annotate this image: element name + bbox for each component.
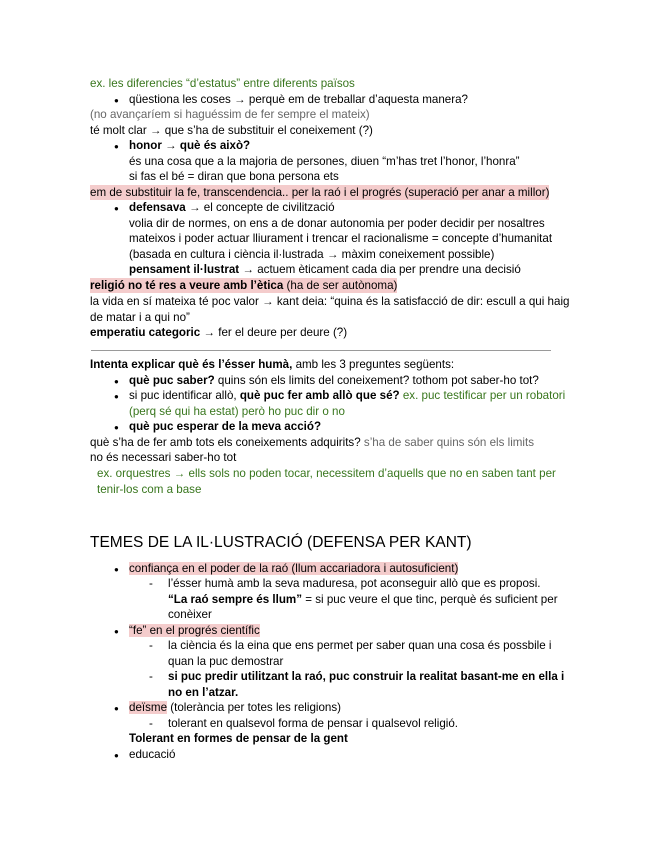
highlighted-line: em de substituir la fe, transcendencia.. per la raó i el progrés (superació per anar a millor) [90, 186, 550, 199]
note-line: la vida en sí mateixa té poc valor → kant deia: “quina és la satisfacció de dir: escull a qui haig [90, 295, 570, 308]
subitem: “La raó sempre és llum” = si puc veure el que tinc, perquè és suficient per [168, 593, 558, 606]
subitem: l’ésser humà amb la seva maduresa, pot aconseguir allò que es proposi. [168, 577, 541, 590]
bullet-icon: ● [114, 751, 119, 760]
dash-icon: - [149, 639, 153, 652]
subitem: conèixer [168, 608, 212, 621]
subitem: la ciència és la eina que ens permet per saber quan una cosa és possbile i [168, 639, 552, 652]
topic-item: educació [129, 748, 176, 761]
example-line: ex. orquestres → ells sols no poden tocar, necessitem d’aquells que no en saben tant per [97, 467, 556, 480]
dash-icon: - [149, 670, 153, 683]
note-line: de matar i a qui no” [90, 311, 190, 324]
bullet-icon: ● [114, 704, 119, 713]
example-line: ex. les diferencies “d’estatus” entre diferents països [90, 77, 355, 90]
dash-icon: - [149, 717, 153, 730]
note-line: Tolerant en formes de pensar de la gent [129, 732, 348, 745]
question-line: què puc esperar de la meva acció? [129, 420, 322, 433]
example-line: tenir-los com a base [97, 483, 202, 496]
note-line: és una cosa que a la majoria de persones, diuen “m’has tret l’honor, l’honra” [129, 155, 520, 168]
note-line: (no avançaríem si haguéssim de fer sempre el mateix) [90, 108, 370, 121]
question-line: què puc saber? quins són els limits del coneixement? tothom pot saber-ho tot? [129, 374, 539, 387]
note-line: té molt clar → que s’ha de substituir el coneixement (?) [90, 124, 373, 137]
note-line: no és necessari saber-ho tot [90, 451, 237, 464]
dash-icon: - [149, 577, 153, 590]
bullet-icon: ● [114, 565, 119, 574]
bullet-icon: ● [114, 392, 119, 401]
subitem: si puc predir utilitzant la raó, puc construir la realitat basant-me en ella i [168, 670, 565, 683]
bullet-icon: ● [114, 204, 119, 213]
bullet-icon: ● [114, 377, 119, 386]
note-line: si fas el bé = diran que bona persona ets [129, 170, 339, 183]
bullet-icon: ● [114, 627, 119, 636]
bullet-icon: ● [114, 423, 119, 432]
subitem: quan la puc demostrar [168, 655, 284, 668]
topic-item: deïsme (tolerància per totes les religions) [129, 701, 342, 714]
section-heading: TEMES DE LA IL·LUSTRACIÓ (DEFENSA PER KANT) [90, 534, 472, 551]
note-line: què s’ha de fer amb tots els coneixements adquirits? s’ha de saber quins són els limits [90, 436, 535, 449]
note-line: mateixos i poder actuar lliurament i trencar el racionalisme = concepte d’humanitat [129, 232, 553, 245]
note-line: pensament il·lustrat → actuem èticament cada dia per prendre una decisió [129, 263, 521, 276]
bullet-icon: ● [114, 96, 119, 105]
question-line: si puc identificar allò, què puc fer amb allò que sé? ex. puc testificar per un robatori [129, 389, 566, 402]
bullet-icon: ● [114, 142, 119, 151]
intro-line: Intenta explicar què és l’ésser humà, amb les 3 preguntes següents: [90, 358, 455, 371]
topic-item: confiança en el poder de la raó (llum accariadora i autosuficient) [129, 562, 459, 575]
horizontal-divider [91, 350, 551, 351]
highlighted-line: religió no té res a veure amb l’ètica (ha de ser autònoma) [90, 279, 398, 292]
subitem: tolerant en qualsevol forma de pensar i qualsevol religió. [168, 717, 459, 730]
note-line: defensava → el concepte de civilització [129, 201, 335, 214]
example-line: (perq sé qui ha estat) però ho puc dir o no [129, 405, 345, 418]
subitem: no en l’atzar. [168, 686, 239, 699]
note-line: qüestiona les coses → perquè em de treballar d’aquesta manera? [129, 93, 468, 106]
note-line: (basada en cultura i ciència il·lustrada → màxim coneixement possible) [129, 248, 495, 261]
note-line: emperatiu categoric → fer el deure per deure (?) [90, 326, 348, 339]
note-line: volia dir de normes, on ens a de donar autonomia per poder decidir per nosaltres [129, 217, 545, 230]
note-line: honor → què és això? [129, 139, 251, 152]
topic-item: “fe” en el progrés científic [129, 624, 260, 637]
